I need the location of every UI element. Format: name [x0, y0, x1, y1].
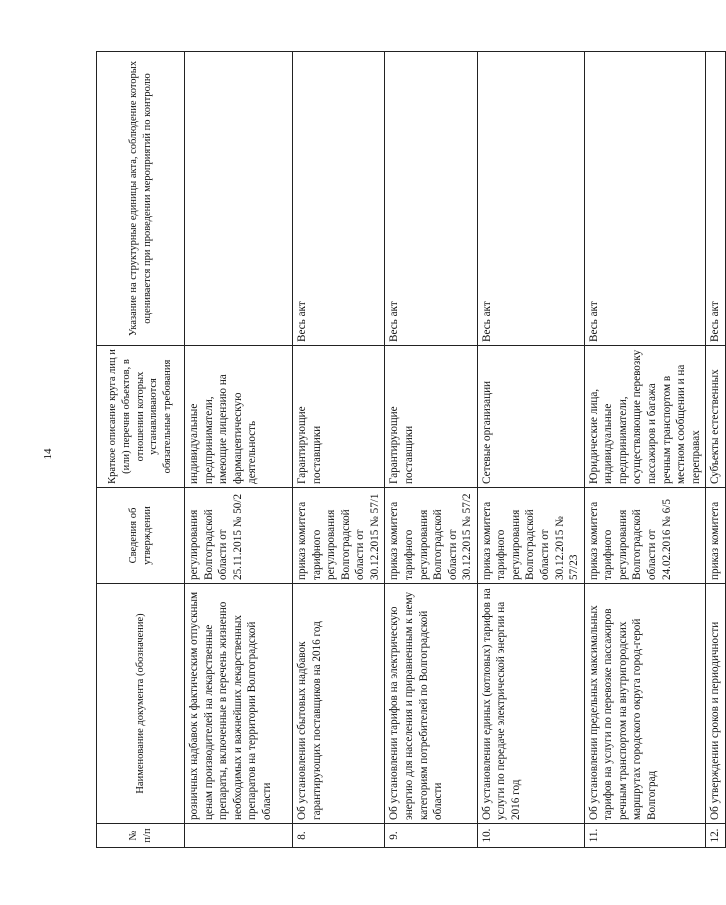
- row-number: [185, 824, 293, 848]
- header-name: Наименование документа (обозначение): [97, 584, 185, 824]
- row-approval-info: приказ комитета тарифного регулирования Волгоградской области от 30.12.2015 № 57/23: [477, 488, 584, 584]
- row-scope: Весь акт: [584, 52, 706, 346]
- row-scope: Весь акт: [293, 52, 385, 346]
- table-row: [185, 52, 293, 848]
- row-subjects-description: Гарантирующие поставщики: [385, 346, 477, 488]
- header-scope: Указание на структурные единицы акта, соблюдение которых оценивается при проведении мероприятий по контролю: [97, 52, 185, 346]
- table-header-row: [97, 52, 185, 848]
- row-number: 9.: [385, 824, 477, 848]
- row-subjects-description: Юридические лица, индивидуальные предприниматели, осуществляющие перевозку пассажиров и багажа речным транспортом в местном сообщении и на переправах: [584, 346, 706, 488]
- header-num: № п/п: [97, 824, 185, 848]
- row-approval-info: приказ комитета тарифного регулирования Волгоградской области от 30.12.2015 № 57/1: [293, 488, 385, 584]
- row-document-name: Об установлении единых (котловых) тарифов на услуги по передаче электрической энергии на 2016 год: [477, 584, 584, 824]
- row-document-name: Об установлении предельных максимальных тарифов на услуги по перевозке пассажиров речным транспортом на внутригородских маршрутах городского округа город-герой Волгоград: [584, 584, 706, 824]
- row-number: 11.: [584, 824, 706, 848]
- row-number: 10.: [477, 824, 584, 848]
- table-row: [293, 52, 385, 848]
- row-number: 12.: [706, 824, 726, 848]
- table-row: [584, 52, 706, 848]
- row-approval-info: регулирования Волгоградской области от 25.11.2015 № 50/2: [185, 488, 293, 584]
- page-number: 14: [42, 448, 54, 460]
- requirements-table: [96, 51, 726, 848]
- row-subjects-description: Гарантирующие поставщики: [293, 346, 385, 488]
- row-approval-info: приказ комитета: [706, 488, 726, 584]
- header-info: Сведения об утверждении: [97, 488, 185, 584]
- table-row: [706, 52, 726, 848]
- row-scope: Весь акт: [706, 52, 726, 346]
- row-scope: [185, 52, 293, 346]
- row-document-name: Об утверждении сроков и периодичности: [706, 584, 726, 824]
- table-row: [477, 52, 584, 848]
- row-subjects-description: Сетевые организации: [477, 346, 584, 488]
- row-document-name: розничных надбавок к фактическим отпускным ценам производителей на лекарственные препараты, включенные в перечень жизненно необходимых и важнейших лекарственных препаратов на территории Волгоградской области: [185, 584, 293, 824]
- row-number: 8.: [293, 824, 385, 848]
- row-document-name: Об установлении тарифов на электрическую энергию для населения и приравненным к нему категориям потребителей по Волгоградской области: [385, 584, 477, 824]
- row-document-name: Об установлении сбытовых надбавок гарантирующих поставщиков на 2016 год: [293, 584, 385, 824]
- header-desc: Краткое описание круга лиц и (или) перечня объектов, в отношении которых устанавливаются обязательные требования: [97, 346, 185, 488]
- row-approval-info: приказ комитета тарифного регулирования Волгоградской области от 30.12.2015 № 57/2: [385, 488, 477, 584]
- row-subjects-description: индивидуальные предприниматели, имеющие лицензию на фармацевтическую деятельность: [185, 346, 293, 488]
- row-approval-info: приказ комитета тарифного регулирования Волгоградской области от 24.02.2016 № 6/5: [584, 488, 706, 584]
- row-scope: Весь акт: [477, 52, 584, 346]
- row-scope: Весь акт: [385, 52, 477, 346]
- rotated-document-page: [96, 52, 722, 848]
- table-row: [385, 52, 477, 848]
- row-subjects-description: Субъекты естественных: [706, 346, 726, 488]
